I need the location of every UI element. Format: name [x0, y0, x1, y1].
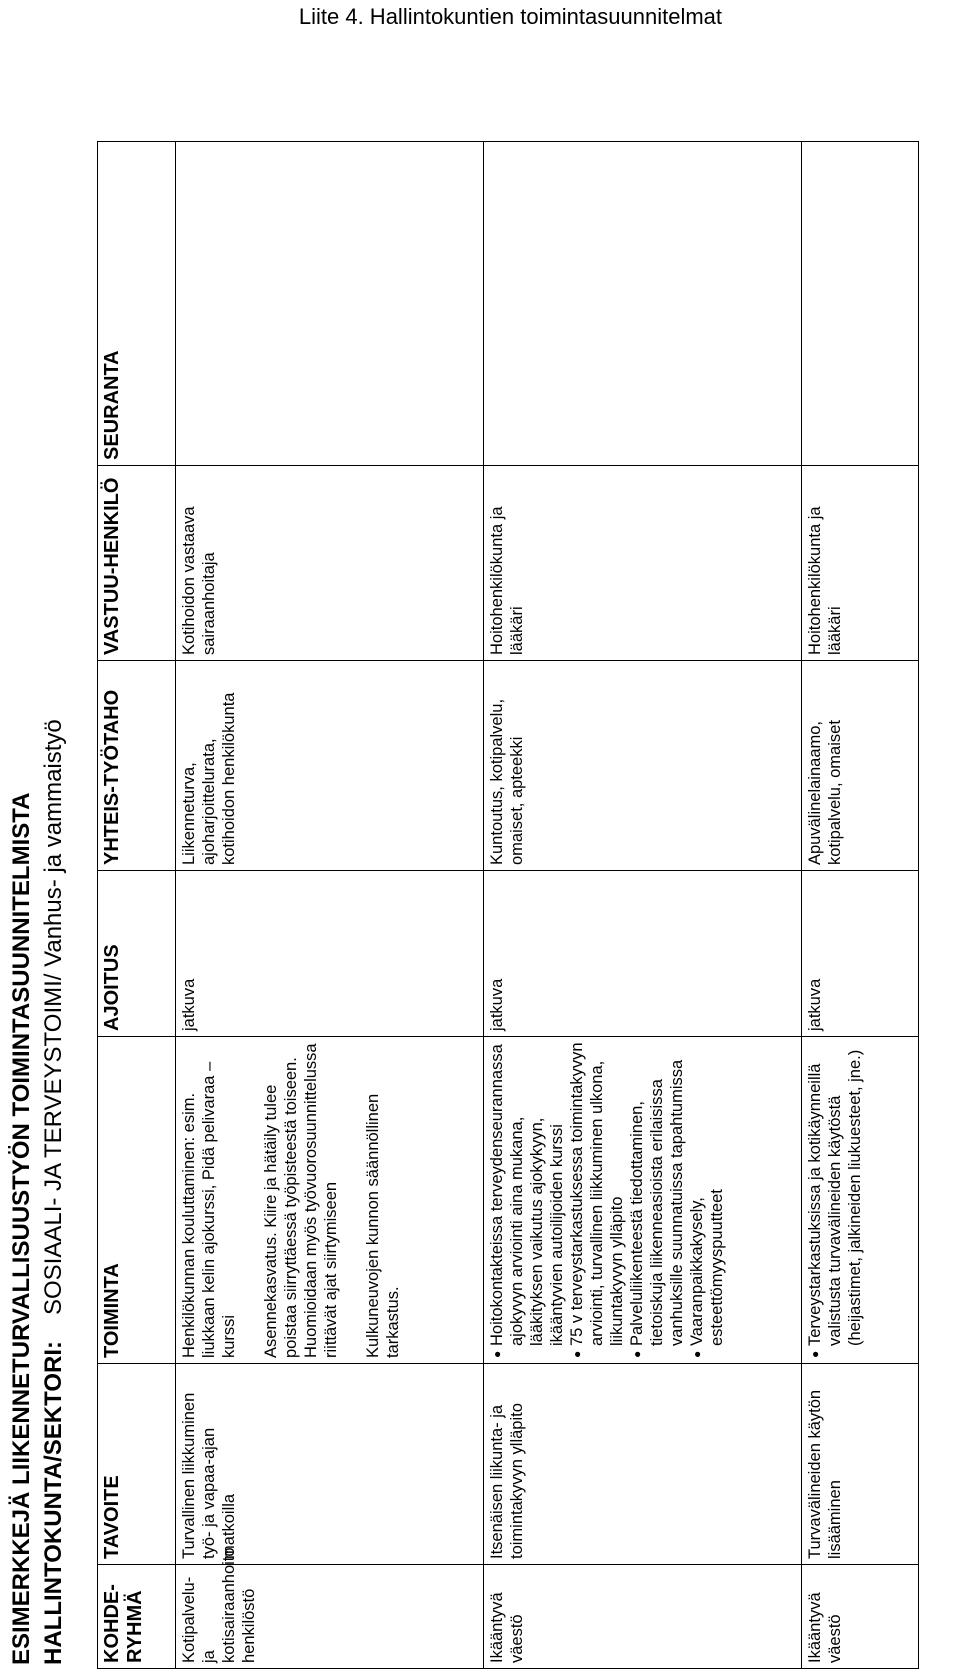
cell-toiminta [484, 1037, 802, 1364]
toiminta-item: Asennekasvatus. Kiire ja hätäily tulee poistaa siirryttäessä työpisteestä toiseen. Huomioidaan myös työvuorosuunnittelussa riittävät ajat siirtymiseen [262, 1043, 340, 1358]
cell-tavoite: Itsenäisen liikunta- ja toimintakyvyn ylläpito [484, 1364, 802, 1565]
cell-kohderyhma: Kotipalvelu- ja kotisairaanhoito henkilöstö [176, 1565, 484, 1669]
cell-seuranta [802, 142, 919, 466]
sector-line [40, 719, 68, 1665]
toiminta-item: Henkilökunnan kouluttaminen: esim. liukkaan kelin ajokurssi, Pidä pelivaraa – kurssi [180, 1061, 238, 1358]
cell-ajoitus: jatkuva [176, 871, 484, 1037]
header-yhteistyotaho: YHTEIS-TYÖTAHO [98, 661, 176, 871]
table-row [484, 142, 802, 1669]
header-tavoite: TAVOITE [98, 1364, 176, 1565]
action-plan-table [97, 141, 919, 1669]
list-item: ● 75 v terveystarkastuksessa toimintakyvyn arviointi, turvallinen liikkuminen ulkona, liikuntakyvyn ylläpito [567, 1042, 627, 1358]
cell-ajoitus: jatkuva [802, 871, 919, 1037]
header-toiminta: TOIMINTA [98, 1037, 176, 1364]
header-kohderyhma: KOHDE-RYHMÄ [98, 1565, 176, 1669]
cell-ajoitus: jatkuva [484, 871, 802, 1037]
rotated-page [0, 141, 920, 1679]
sector-value: SOSIAALI- JA TERVEYSTOIMI/ Vanhus- ja vammaistyö [40, 719, 67, 1315]
cell-yhteistyotaho: Apuvälinelainaamo, kotipalvelu, omaiset [802, 661, 919, 871]
header-seuranta: SEURANTA [98, 142, 176, 466]
table-row [802, 142, 919, 1669]
table-row [176, 142, 484, 1669]
cell-vastuuhenkilo: Kotihoidon vastaava sairaanhoitaja [176, 466, 484, 661]
sector-label: HALLINTOKUNTA/SEKTORI: [40, 1341, 67, 1665]
toiminta-list [487, 1042, 727, 1358]
header-vastuuhenkilo: VASTUU-HENKILÖ [98, 466, 176, 661]
header-ajoitus: AJOITUS [98, 871, 176, 1037]
cell-tavoite: Turvallinen liikkuminen työ- ja vapaa-ajan matkoilla [176, 1364, 484, 1565]
list-item: ● Terveystarkastuksissa ja kotikäynneillä valistusta turvavälineiden käytöstä (heijastimet, jalkineiden liukuesteet, jne.) [805, 1042, 865, 1358]
list-item: ● Palveluliikenteestä tiedottaminen, tietoiskuja liikenneasioista erilaisissa vanhuksille suunnatuissa tapahtumissa [627, 1042, 687, 1358]
cell-tavoite: Turvavälineiden käytön lisääminen [802, 1364, 919, 1565]
list-item: ● Vaaranpaikkakysely, esteettömyyspuutteet [687, 1042, 727, 1358]
cell-vastuuhenkilo: Hoitohenkilökunta ja lääkäri [802, 466, 919, 661]
toiminta-item: Kulkuneuvojen kunnon säännöllinen tarkastus. [364, 1093, 402, 1358]
cell-kohderyhma: Ikääntyvä väestö [802, 1565, 919, 1669]
list-item: ● Hoitokontakteissa terveydenseurannassa ajokyvyn arviointi aina mukana, lääkityksen vaikutus ajokykyyn, ikääntyvien autoilijoiden kurssi [487, 1042, 567, 1358]
toiminta-list [805, 1042, 865, 1358]
cell-kohderyhma: Ikääntyvä väestö [484, 1565, 802, 1669]
cell-yhteistyotaho: Liikenneturva, ajoharjoittelurata, kotihoidon henkilökunta [176, 661, 484, 871]
cell-vastuuhenkilo: Hoitohenkilökunta ja lääkäri [484, 466, 802, 661]
cell-seuranta [484, 142, 802, 466]
attachment-note: Liite 4. Hallintokuntien toimintasuunnitelmat [298, 4, 722, 29]
cell-yhteistyotaho: Kuntoutus, kotipalvelu, omaiset, apteekki [484, 661, 802, 871]
cell-toiminta [802, 1037, 919, 1364]
document-title: ESIMERKKEJÄ LIIKENNETURVALLISUUSTYÖN TOIMINTASUUNNITELMISTA [8, 792, 35, 1665]
cell-seuranta [176, 142, 484, 466]
cell-toiminta [176, 1037, 484, 1364]
